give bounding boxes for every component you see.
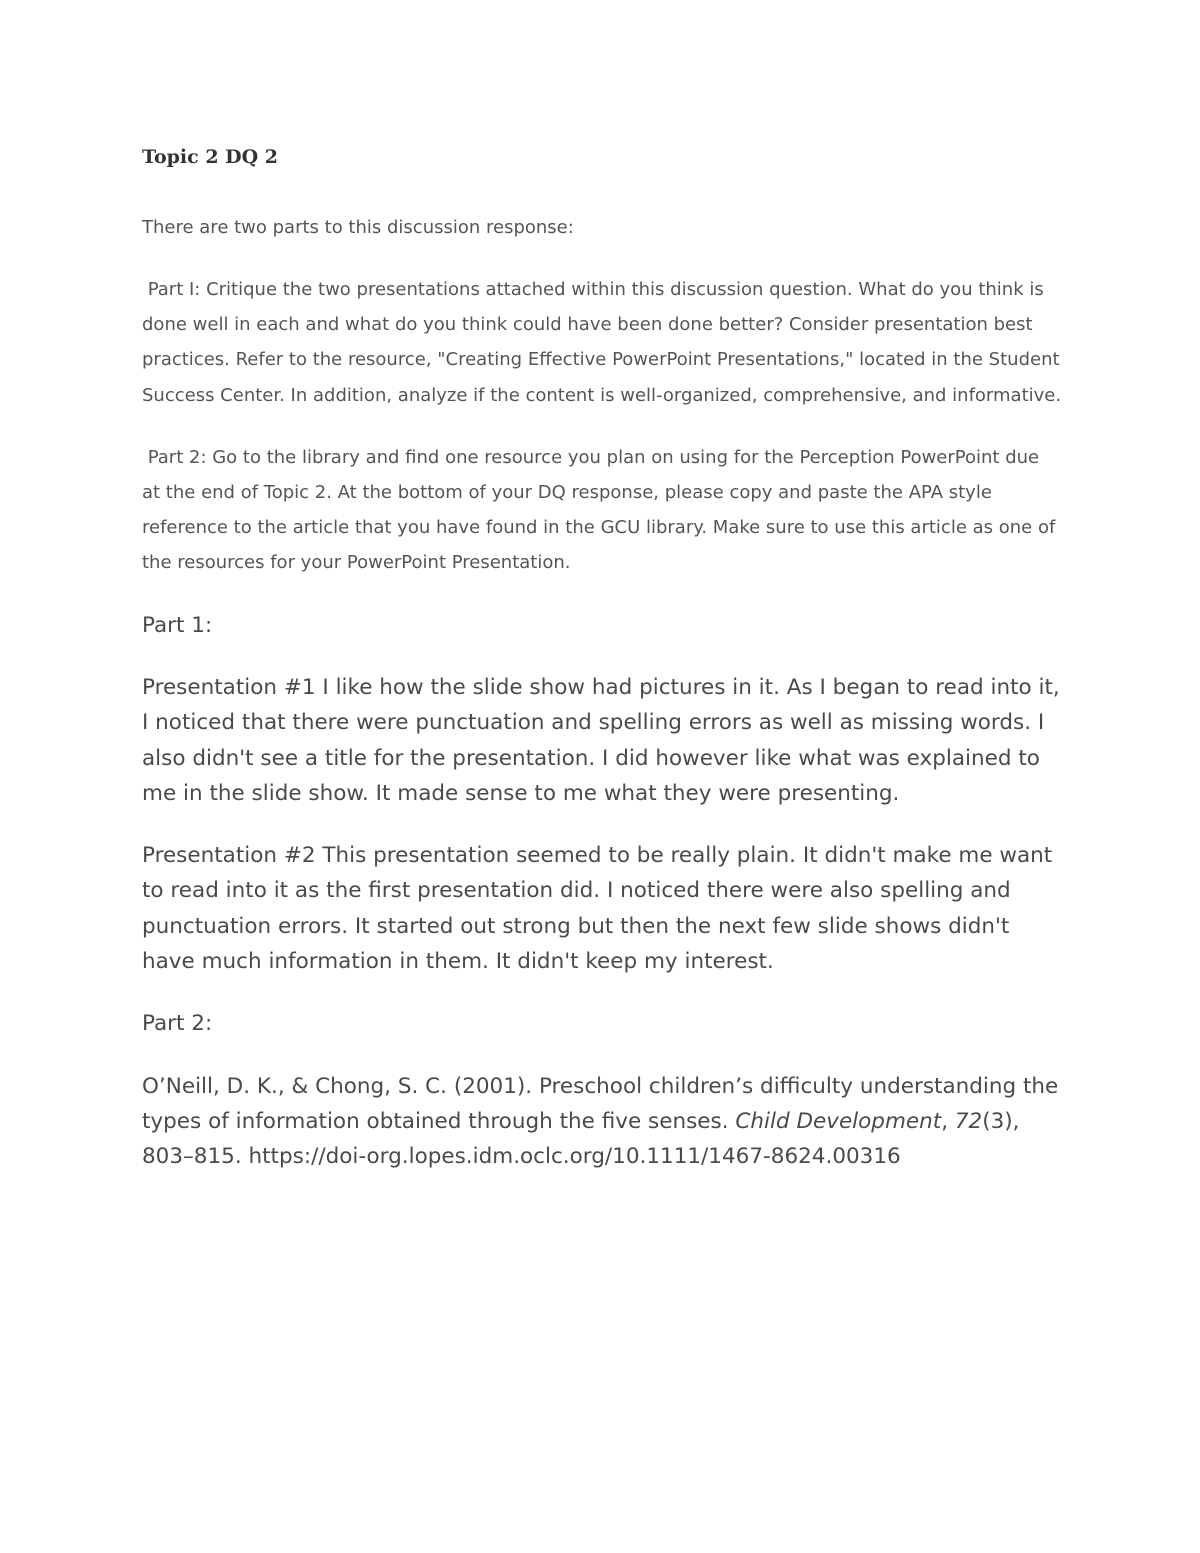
part2-instructions: Part 2: Go to the library and find one resource you plan on using for the Perception PowerPoint due at the end of Topic 2. At the bottom of your DQ response, please copy and paste the APA style reference to the article that you have found in the GCU library. Make sure to use this article as one of the resources for your PowerPoint Presentation. (142, 446, 1062, 574)
reference-issue-pages: (3), 803–815. (142, 1108, 1020, 1170)
document-page (142, 142, 1066, 1174)
reference-separator: , (941, 1108, 955, 1134)
part2-heading: Part 2: (142, 1011, 213, 1037)
presentation2-paragraph: Presentation #2 This presentation seemed to be really plain. It didn't make me want to read into it as the first presentation did. I noticed there were also spelling and punctuation errors. It started out strong but then the next few slide shows didn't have much information in them. It didn't keep my interest. (142, 843, 1053, 974)
reference-journal: Child Development (735, 1108, 942, 1134)
intro-paragraph: There are two parts to this discussion response: (142, 217, 574, 238)
part1-heading: Part 1: (142, 612, 213, 638)
apa-reference (142, 1069, 1062, 1175)
part1-instructions: Part I: Critique the two presentations attached within this discussion question. What do you think is done well in each and what do you think could have been done better? Consider presentation best practices. Refer to the resource, "Creating Effective PowerPoint Presentations," located in the Student Success Center. In addition, analyze if the content is well-organized, comprehensive, and informative. (142, 279, 1066, 406)
reference-doi-link[interactable]: https://doi-org.lopes.idm.oclc.org/10.1111/1467-8624.00316 (248, 1144, 901, 1170)
reference-citation: O’Neill, D. K., & Chong, S. C. (2001). Preschool children’s difficulty understanding the types of information obtained through the five senses. (142, 1073, 1059, 1134)
presentation1-paragraph: Presentation #1 I like how the slide show had pictures in it. As I began to read into it, I noticed that there were punctuation and spelling errors as well as missing words. I also didn't see a title for the presentation. I did however like what was explained to me in the slide show. It made sense to me what they were presenting. (142, 674, 1060, 806)
reference-volume: 72 (954, 1108, 983, 1134)
document-title: Topic 2 DQ 2 (142, 146, 279, 168)
